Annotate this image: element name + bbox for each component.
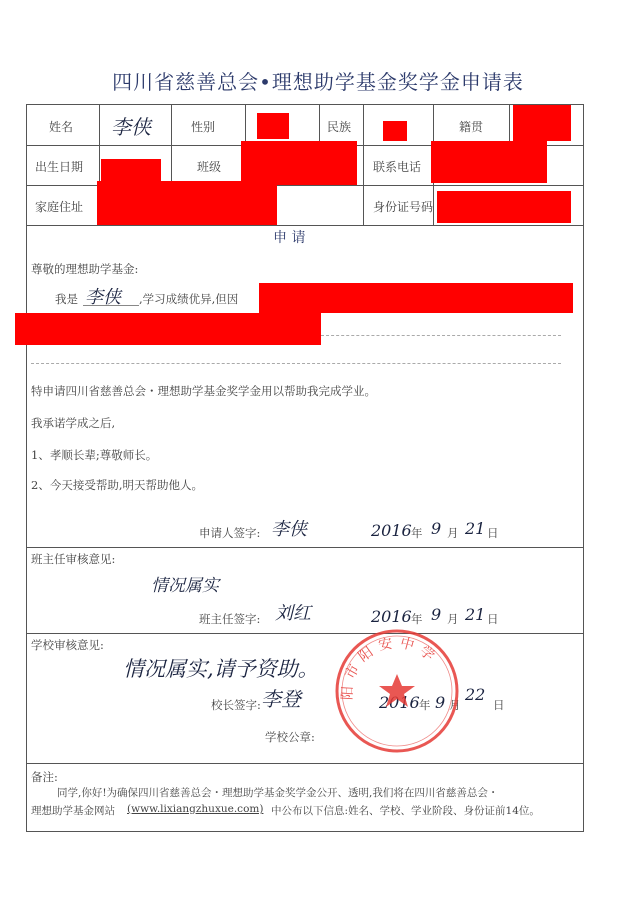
name-label: 姓名 [49, 120, 74, 134]
redacted-ethnicity [383, 121, 407, 141]
promise-item-2: 2、今天接受帮助,明天帮助他人。 [31, 478, 203, 492]
redacted-address [97, 181, 277, 225]
redacted-id-number [437, 191, 571, 223]
application-form [26, 104, 584, 832]
month-char: 月 [447, 526, 459, 540]
ethnicity-label: 民族 [327, 120, 352, 134]
blank-line [83, 305, 139, 306]
address-label: 家庭住址 [35, 200, 84, 214]
blank-line [321, 335, 561, 336]
day-char: 日 [487, 526, 499, 540]
applicant-sign-month: 9 [431, 519, 442, 538]
redacted-gender [257, 113, 289, 139]
applicant-sign-label: 申请人签字: [199, 526, 261, 540]
school-review-label: 学校审核意见: [31, 638, 104, 652]
teacher-sign-year: 2016 [371, 607, 412, 626]
notes-line-2-suffix: 中公布以下信息:姓名、学校、学业阶段、身份证前14位。 [271, 805, 540, 817]
principal-signature: 李登 [261, 687, 301, 711]
notes-line-1: 同学,你好!为确保四川省慈善总会・理想助学基金奖学金公开、透明,我们将在四川省慈善总会・ [57, 787, 499, 799]
intro-suffix: ,学习成绩优异,但因 [139, 292, 239, 306]
website-link[interactable]: (www.lixiangzhuxue.com) [127, 803, 264, 815]
redacted-native-place [513, 105, 571, 141]
promise-text: 我承诺学成之后, [31, 416, 116, 430]
row-divider [27, 763, 583, 764]
native-place-label: 籍贯 [459, 120, 484, 134]
month-char: 月 [447, 612, 459, 626]
seal-star-icon [379, 674, 415, 707]
id-number-label: 身份证号码 [373, 200, 434, 214]
seal-text: 阳市阳安中学 [339, 634, 442, 701]
month-char: 月 [449, 698, 461, 712]
row-divider [27, 547, 583, 548]
redacted-phone [431, 141, 547, 183]
principal-sign-year: 2016 [379, 693, 420, 712]
principal-sign-day: 22 [465, 685, 486, 704]
col-divider [319, 105, 320, 145]
teacher-review-label: 班主任审核意见: [31, 552, 116, 566]
row-divider [27, 633, 583, 634]
redacted-reason-2 [15, 313, 321, 345]
year-char: 年 [419, 698, 431, 712]
birth-date-label: 出生日期 [35, 160, 84, 174]
notes-label: 备注: [31, 770, 58, 784]
school-opinion: 情况属实,请予资助。 [123, 657, 319, 681]
teacher-signature: 刘红 [275, 603, 311, 624]
intro-name: 李侠 [85, 287, 121, 308]
teacher-sign-label: 班主任签字: [199, 612, 261, 626]
year-char: 年 [411, 526, 423, 540]
redacted-class [241, 141, 357, 185]
teacher-opinion: 情况属实 [151, 576, 219, 596]
teacher-sign-month: 9 [431, 605, 442, 624]
application-heading: 申 请 [273, 230, 306, 246]
school-seal-label: 学校公章: [265, 730, 315, 744]
applicant-sign-year: 2016 [371, 521, 412, 540]
request-text: 特申请四川省慈善总会・理想助学基金奖学金用以帮助我完成学业。 [31, 384, 376, 398]
notes-line-2-prefix: 理想助学基金网站 [31, 805, 115, 817]
blank-line [31, 363, 561, 364]
row-divider [27, 225, 583, 226]
teacher-sign-day: 21 [465, 605, 486, 624]
col-divider [363, 105, 364, 225]
principal-sign-month: 9 [435, 693, 446, 712]
school-seal-stamp [332, 626, 462, 756]
day-char: 日 [493, 698, 505, 712]
promise-item-1: 1、孝顺长辈;尊敬师长。 [31, 448, 158, 462]
name-value: 李侠 [111, 115, 151, 139]
greeting: 尊敬的理想助学基金: [31, 262, 139, 276]
page-title: 四川省慈善总会•理想助学基金奖学金申请表 [112, 70, 524, 94]
gender-label: 性别 [191, 120, 216, 134]
year-char: 年 [411, 612, 423, 626]
class-label: 班级 [197, 160, 222, 174]
phone-label: 联系电话 [373, 160, 422, 174]
col-divider [509, 105, 510, 145]
intro-prefix: 我是 [55, 292, 78, 306]
col-divider [245, 105, 246, 145]
day-char: 日 [487, 612, 499, 626]
applicant-signature: 李侠 [271, 519, 307, 540]
applicant-sign-day: 21 [465, 519, 486, 538]
principal-sign-label: 校长签字: [211, 698, 261, 712]
redacted-reason-1 [259, 283, 573, 313]
col-divider [171, 105, 172, 185]
